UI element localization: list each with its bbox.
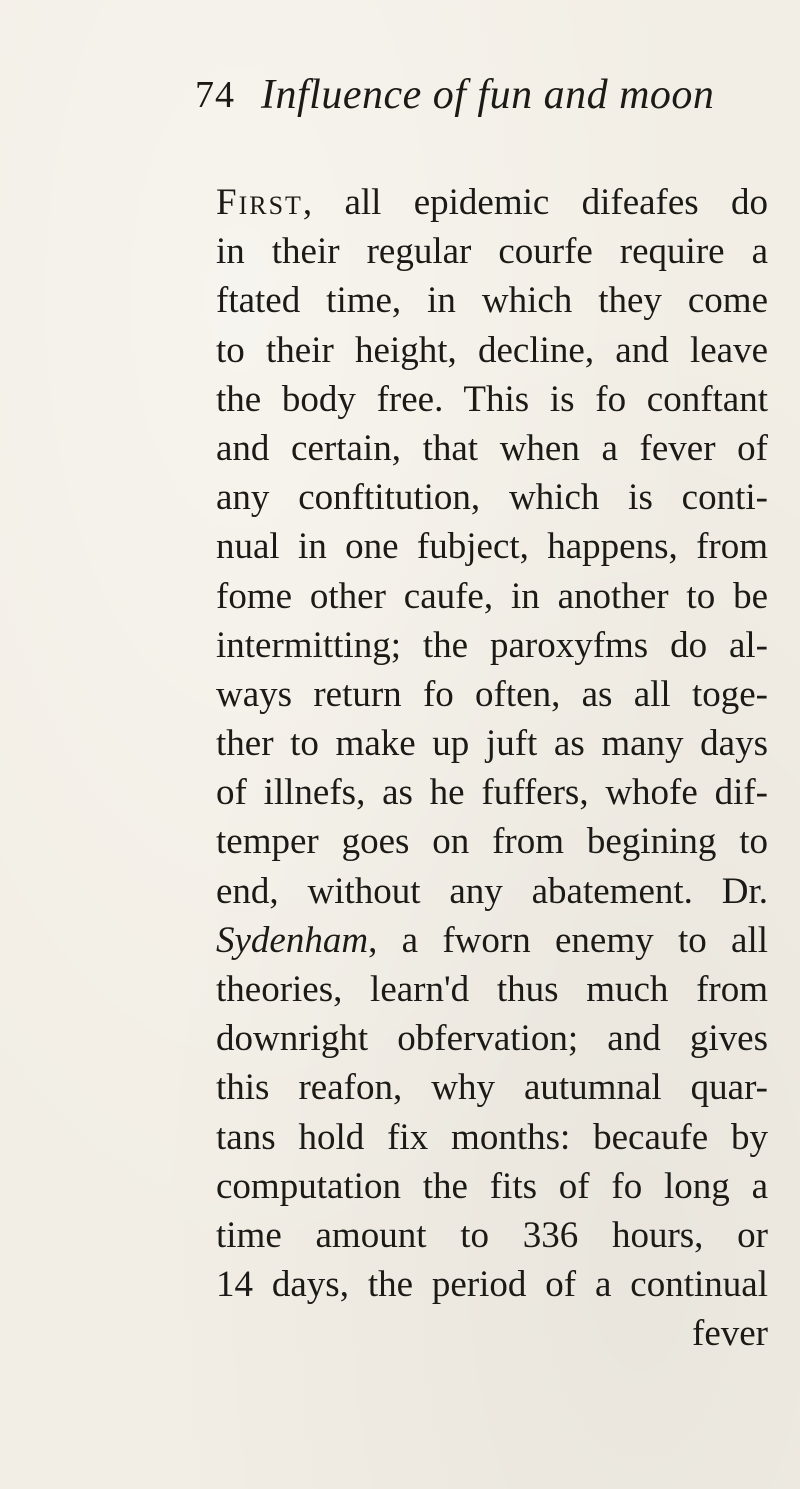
text-line: fome other caufe, in another to be bbox=[216, 575, 768, 617]
drop-word: First bbox=[216, 182, 303, 223]
text-line: downright obfervation; and gives bbox=[216, 1018, 768, 1060]
running-title: Influence of fun and moon bbox=[261, 72, 715, 118]
body-text bbox=[216, 178, 768, 1359]
line-fragment: , a fworn enemy to all bbox=[368, 919, 768, 961]
text-line bbox=[216, 916, 768, 965]
text-line: in their regular courfe require a bbox=[216, 231, 768, 273]
text-line bbox=[216, 178, 768, 227]
text-line: end, without any abatement. Dr. bbox=[216, 870, 768, 912]
italic-name: Sydenham bbox=[216, 919, 369, 961]
text-line: and certain, that when a fever of bbox=[216, 427, 768, 469]
text-line: nual in one fubject, happens, from bbox=[216, 526, 768, 568]
text-line: time amount to 336 hours, or bbox=[216, 1214, 768, 1256]
text-line: ways return fo often, as all toge- bbox=[216, 673, 768, 715]
page-number: 74 bbox=[195, 74, 235, 116]
text-line: the body free. This is fo conftant bbox=[216, 378, 768, 420]
catchword: fever bbox=[692, 1313, 768, 1355]
text-line: to their height, decline, and leave bbox=[216, 329, 768, 371]
text-line: 14 days, the period of a continual bbox=[216, 1264, 768, 1306]
text-line: ther to make up juft as many days bbox=[216, 723, 768, 765]
text-line: tans hold fix months: becaufe by bbox=[216, 1116, 768, 1158]
text-line: of illnefs, as he fuffers, whofe dif- bbox=[216, 772, 768, 814]
text-line: theories, learn'd thus much from bbox=[216, 969, 768, 1010]
text-line: any conftitution, which is conti- bbox=[216, 477, 768, 519]
text-line: this reafon, why autumnal quar- bbox=[216, 1067, 768, 1109]
text-line: ftated time, in which they come bbox=[216, 280, 768, 322]
text-line: intermitting; the paroxyfms do al- bbox=[216, 624, 768, 666]
line-fragment: , all epidemic difeafes do bbox=[302, 182, 768, 223]
text-line: temper goes on from begining to bbox=[216, 821, 768, 863]
text-line: computation the fits of fo long a bbox=[216, 1165, 768, 1207]
running-head bbox=[195, 66, 735, 124]
